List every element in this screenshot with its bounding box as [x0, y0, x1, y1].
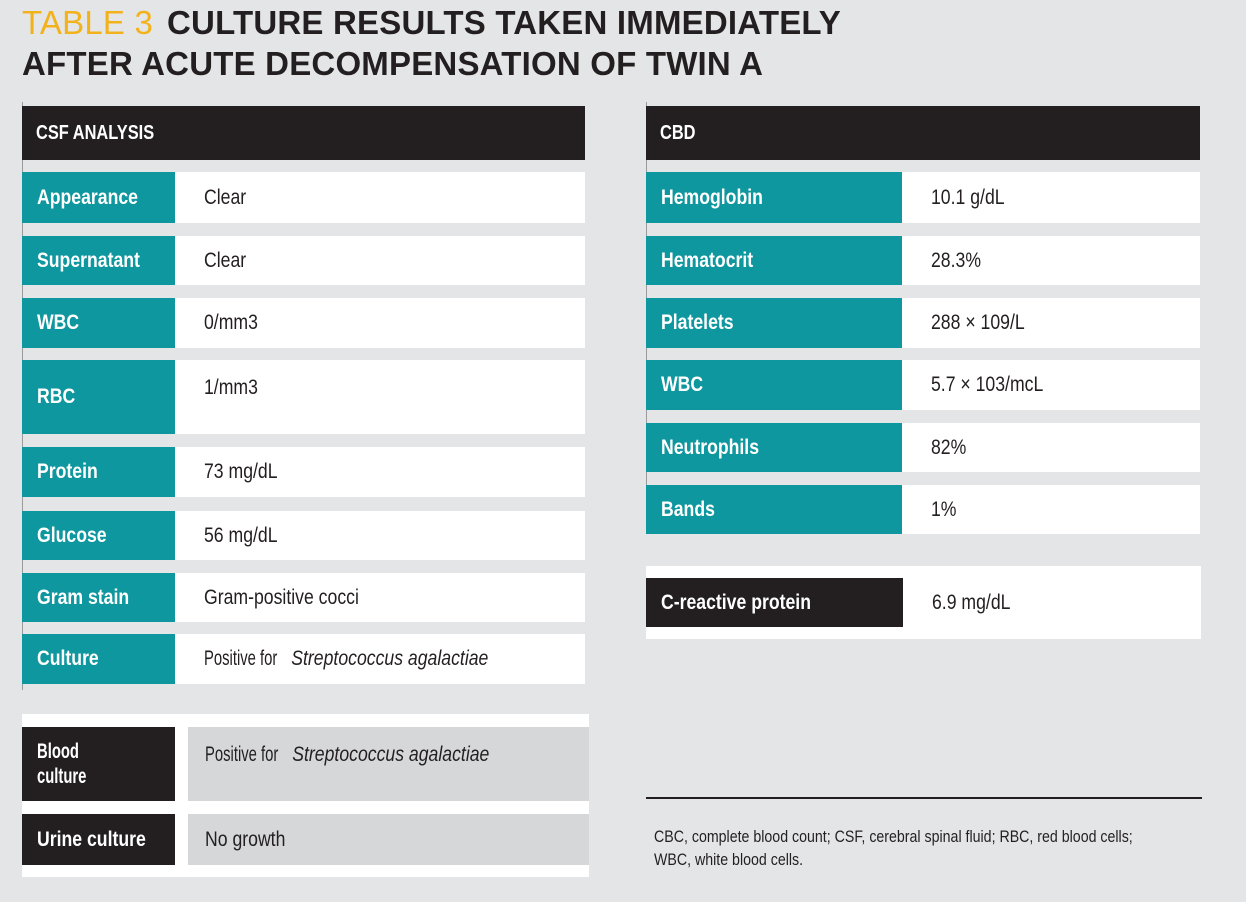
- row-label: Neutrophils: [646, 423, 902, 472]
- row-value: 73 mg/dL: [175, 447, 585, 497]
- row-label: Urine culture: [22, 814, 175, 865]
- csf-row: [22, 236, 585, 285]
- cbd-row: [646, 236, 1200, 285]
- row-label: Supernatant: [22, 236, 175, 285]
- row-value: Clear: [175, 172, 585, 223]
- row-value: 1%: [902, 485, 1200, 534]
- row-value: No growth: [188, 814, 589, 865]
- row-value: Positive forStreptococcus agalactiae: [175, 634, 585, 684]
- row-value: 82%: [902, 423, 1200, 472]
- cbd-header-label: CBD: [660, 121, 696, 144]
- cbd-row: [646, 423, 1200, 472]
- row-label: Hematocrit: [646, 236, 902, 285]
- row-value: 6.9 mg/dL: [903, 578, 1201, 627]
- row-label: Culture: [22, 634, 175, 684]
- culture-row: [22, 727, 589, 801]
- row-value: 56 mg/dL: [175, 511, 585, 560]
- csf-header-label: CSF ANALYSIS: [36, 121, 155, 144]
- row-value: 28.3%: [902, 236, 1200, 285]
- cbd-row: [646, 172, 1200, 223]
- footnote: [654, 826, 1214, 872]
- table-number: TABLE 3: [22, 4, 154, 41]
- row-label: Platelets: [646, 298, 902, 348]
- csf-row: [22, 298, 585, 348]
- csf-row: [22, 573, 585, 622]
- csf-row: [22, 172, 585, 223]
- row-label: Hemoglobin: [646, 172, 902, 223]
- row-label: Blood culture: [22, 727, 175, 801]
- row-label: Appearance: [22, 172, 175, 223]
- row-value: Gram-positive cocci: [175, 573, 585, 622]
- csf-row: [22, 634, 585, 684]
- row-label: WBC: [646, 360, 902, 410]
- culture-row: [22, 814, 589, 865]
- row-value: 0/mm3: [175, 298, 585, 348]
- row-label: C-reactive protein: [646, 578, 903, 627]
- csf-row: [22, 360, 585, 434]
- csf-row: [22, 511, 585, 560]
- row-value: 10.1 g/dL: [902, 172, 1200, 223]
- row-label: Bands: [646, 485, 902, 534]
- cbd-row: [646, 485, 1200, 534]
- csf-row: [22, 447, 585, 497]
- title-line-2: AFTER ACUTE DECOMPENSATION OF TWIN A: [22, 45, 764, 82]
- row-label: Protein: [22, 447, 175, 497]
- cbd-row: [646, 298, 1200, 348]
- row-value: Clear: [175, 236, 585, 285]
- crp-row: [646, 578, 1201, 627]
- footnote-rule: [646, 797, 1202, 799]
- footnote-line-1: CBC, complete blood count; CSF, cerebral spinal fluid; RBC, red blood cells;: [654, 828, 1133, 846]
- row-label: RBC: [22, 360, 175, 434]
- cbd-row: [646, 360, 1200, 410]
- csf-header: [22, 106, 585, 160]
- row-label: Glucose: [22, 511, 175, 560]
- cbd-header: [646, 106, 1200, 160]
- row-label: Gram stain: [22, 573, 175, 622]
- footnote-line-2: WBC, white blood cells.: [654, 851, 804, 869]
- row-value: Positive forStreptococcus agalactiae: [188, 727, 589, 801]
- title-line-1: CULTURE RESULTS TAKEN IMMEDIATELY: [167, 4, 841, 41]
- row-value: 288 × 109/L: [902, 298, 1200, 348]
- row-value: 5.7 × 103/mcL: [902, 360, 1200, 410]
- table-title: [22, 2, 841, 84]
- row-label: WBC: [22, 298, 175, 348]
- row-value: 1/mm3: [175, 360, 585, 434]
